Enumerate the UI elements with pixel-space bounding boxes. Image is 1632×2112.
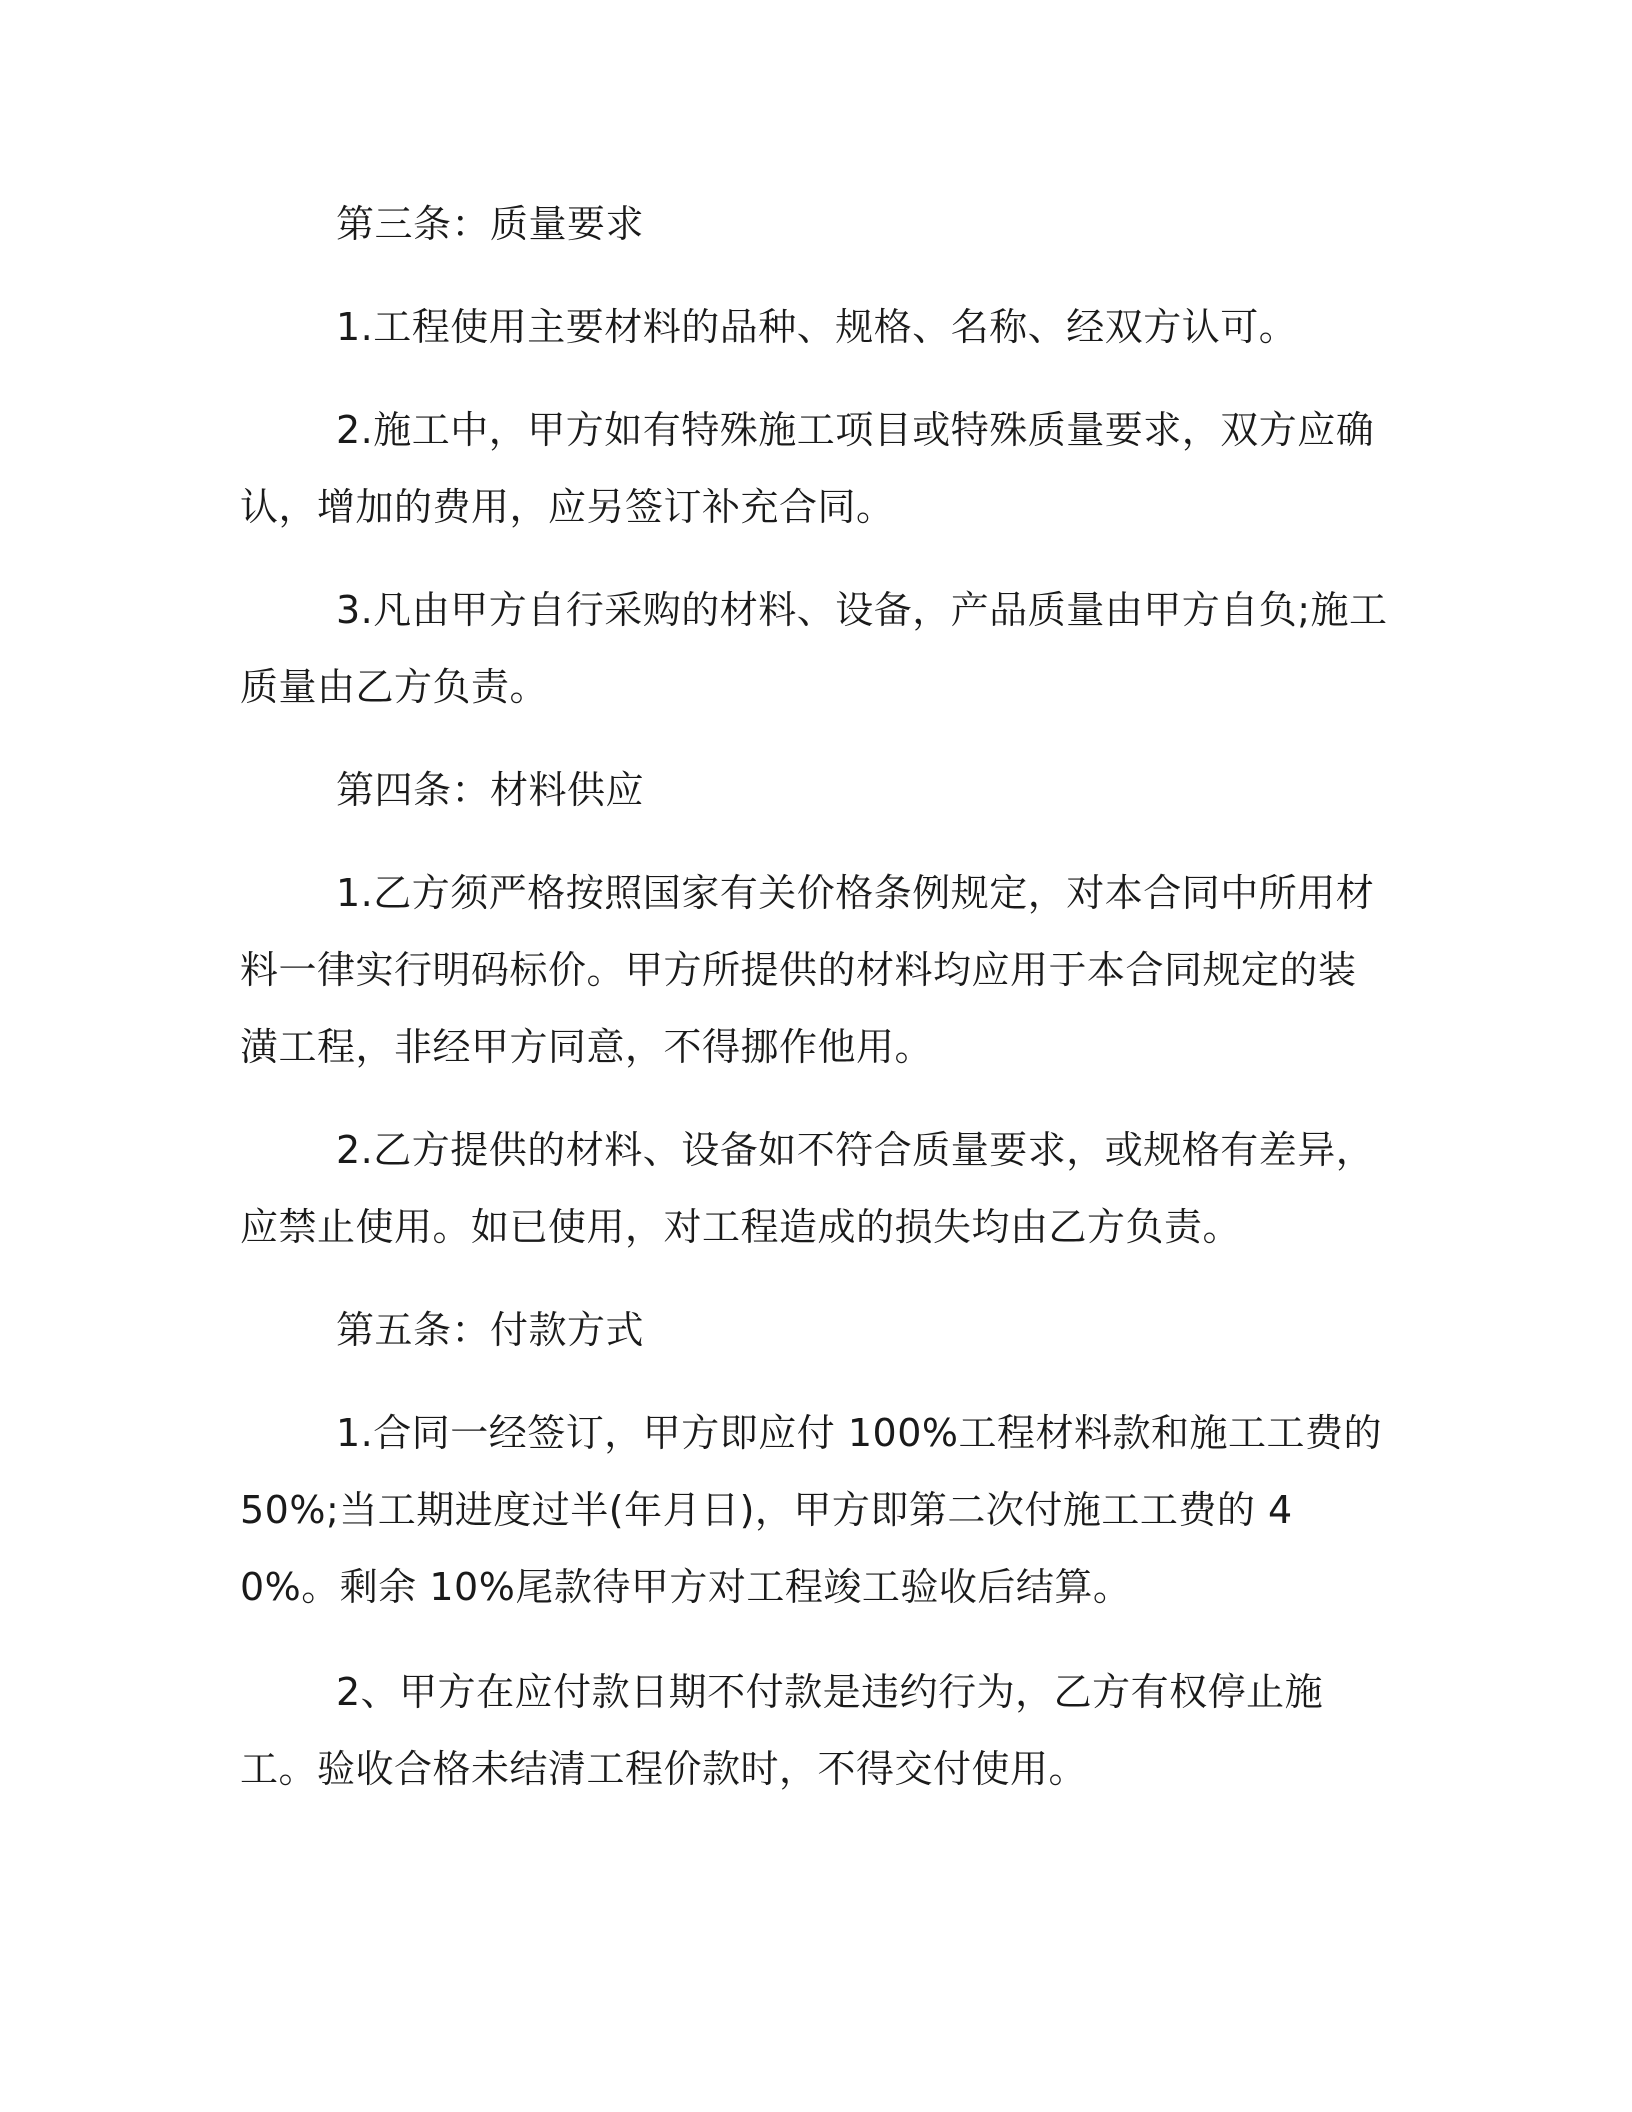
section-4-paragraph-1: 1.乙方须严格按照国家有关价格条例规定，对本合同中所用材料一律实行明码标价。甲方所提供的材料均应用于本合同规定的装潢工程，非经甲方同意，不得挪作他用。 — [240, 871, 1375, 1069]
section-5-paragraph-1: 1.合同一经签订，甲方即应付 100%工程材料款和施工工费的50%;当工期进度过半(年月日)，甲方即第二次付施工工费的 40%。剩余 10%尾款待甲方对工程竣工验收后结算。 — [240, 1411, 1382, 1609]
section-4-paragraph-2: 2.乙方提供的材料、设备如不符合质量要求，或规格有差异，应禁止使用。如已使用，对工程造成的损失均由乙方负责。 — [240, 1128, 1375, 1249]
document-body — [240, 186, 1392, 1834]
section-5-paragraph-2: 2、甲方在应付款日期不付款是违约行为，乙方有权停止施工。验收合格未结清工程价款时，不得交付使用。 — [240, 1670, 1324, 1791]
section-3-paragraph-3: 3.凡由甲方自行采购的材料、设备，产品质量由甲方自负;施工质量由乙方负责。 — [240, 588, 1388, 709]
section-heading-4: 第四条：材料供应 — [336, 768, 645, 812]
section-3-paragraph-2: 2.施工中，甲方如有特殊施工项目或特殊质量要求，双方应确认，增加的费用，应另签订补充合同。 — [240, 408, 1375, 529]
section-3-paragraph-1: 1.工程使用主要材料的品种、规格、名称、经双方认可。 — [336, 305, 1298, 349]
section-heading-5: 第五条：付款方式 — [336, 1308, 645, 1352]
section-heading-3: 第三条：质量要求 — [336, 202, 645, 246]
